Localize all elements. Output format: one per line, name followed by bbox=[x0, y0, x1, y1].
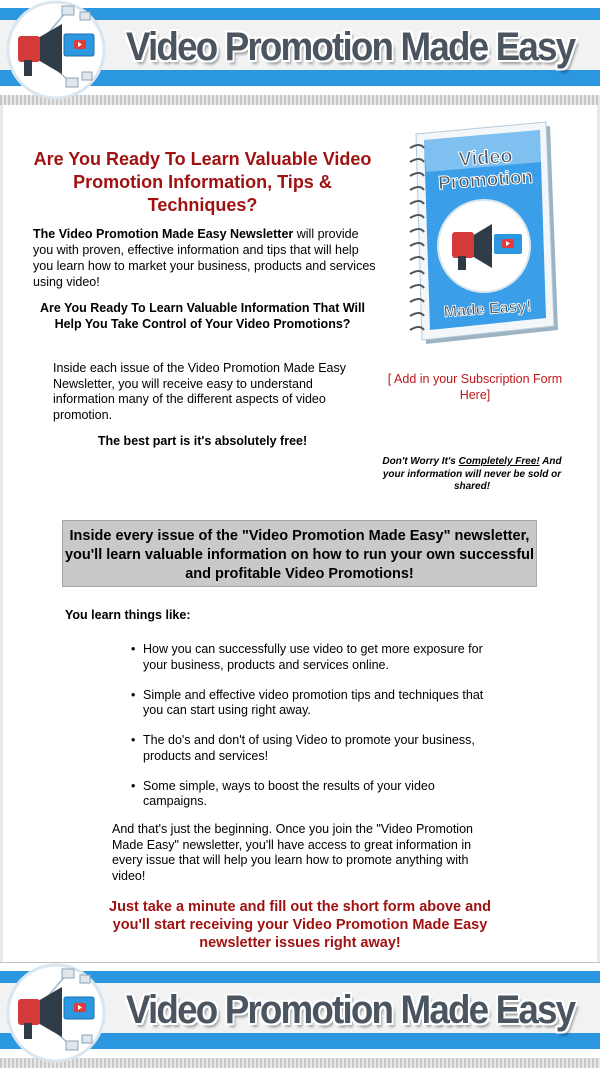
list-item-text: The do's and don't of using Video to promote your business, products and services! bbox=[143, 733, 475, 763]
banner-title: Video Promotion Made Easy bbox=[126, 988, 575, 1032]
intro-paragraph bbox=[33, 226, 378, 290]
header-banner bbox=[0, 0, 600, 105]
closing-paragraph: And that's just the beginning. Once you join the "Video Promotion Made Easy" newsletter, you'll have access to great information in every issue that will help you learn how to promote anything with video! bbox=[112, 822, 473, 883]
list-item-text: Some simple, ways to boost the results of your video campaigns. bbox=[143, 778, 435, 808]
list-item bbox=[128, 642, 488, 688]
privacy-note-before: Don't Worry It's bbox=[382, 456, 459, 467]
intro-bold: The Video Promotion Made Easy Newsletter bbox=[33, 227, 294, 241]
list-item bbox=[128, 688, 488, 734]
megaphone-logo-icon bbox=[4, 0, 108, 102]
bullet-icon: • bbox=[131, 733, 136, 747]
list-item-text: Simple and effective video promotion tips and techniques that you can start using right away. bbox=[143, 687, 484, 717]
list-item-text: How you can successfully use video to get more exposure for your business, products and services online. bbox=[143, 642, 483, 672]
book-title-line1: Video bbox=[457, 145, 514, 171]
list-item bbox=[128, 733, 488, 779]
book-title-line2: Promotion bbox=[437, 166, 534, 195]
call-to-action: Just take a minute and fill out the short form above and you'll start receiving your Video Promotion Made Easy newsletter issues right away! bbox=[109, 899, 491, 951]
book-title-line3: Made Easy! bbox=[443, 297, 533, 322]
ebook-cover-image bbox=[380, 118, 570, 353]
free-statement: The best part is it's absolutely free! bbox=[97, 434, 308, 448]
learn-heading: You learn things like: bbox=[65, 608, 191, 622]
privacy-note-after: And your information will never be sold or shared! bbox=[382, 456, 562, 492]
subheading: Are You Ready To Learn Valuable Information That Will Help You Take Control of Your Video Promotions? bbox=[40, 301, 365, 331]
description-paragraph: Inside each issue of the Video Promotion Made Easy Newsletter, you will receive easy to understand information many of the different aspects of video promotion. bbox=[53, 361, 346, 422]
footer-banner bbox=[0, 962, 600, 1068]
page-headline: Are You Ready To Learn Valuable Video Promotion Information, Tips & Techniques? bbox=[33, 149, 372, 215]
subscription-form-placeholder[interactable]: [ Add in your Subscription Form Here] bbox=[387, 372, 563, 402]
list-item bbox=[128, 779, 488, 825]
banner-title: Video Promotion Made Easy bbox=[126, 25, 575, 69]
intro-rest: will provide you with proven, effective information and tips that will help you learn how to market your business, products and services using video! bbox=[33, 227, 376, 289]
privacy-note bbox=[372, 456, 572, 494]
bullet-icon: • bbox=[131, 778, 136, 793]
newsletter-callout-box: Inside every issue of the "Video Promotion Made Easy" newsletter, you'll learn valuable information on how to run your own successful and profitable Video Promotions! bbox=[62, 520, 537, 587]
privacy-note-underlined: Completely Free! bbox=[458, 456, 540, 467]
megaphone-logo-icon bbox=[4, 962, 108, 1065]
benefits-list bbox=[128, 642, 488, 824]
bullet-icon: • bbox=[131, 687, 136, 702]
bullet-icon: • bbox=[131, 642, 136, 656]
